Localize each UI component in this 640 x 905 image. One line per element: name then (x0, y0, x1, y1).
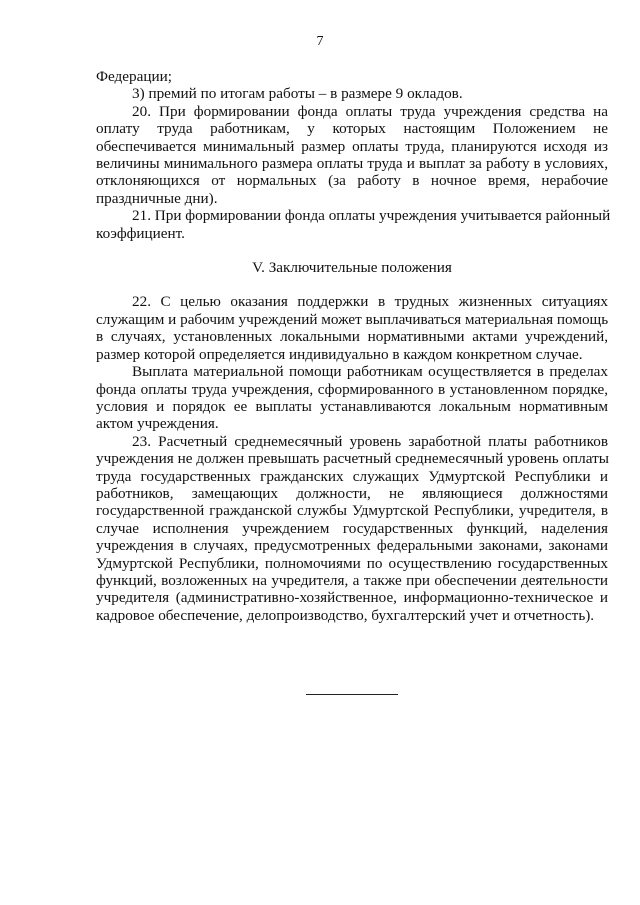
closing-rule (306, 694, 398, 695)
text-line: работников, замещающих должности, не являющиеся должностями (96, 484, 608, 502)
text-line: фонда оплаты труда учреждения, сформированного в установленном порядке, (96, 380, 608, 398)
text-line: Удмуртской Республики, полномочиями по осуществлению государственных (96, 554, 608, 572)
paragraph-22-continuation (96, 363, 608, 433)
text-line: обеспечивается минимальный размер оплаты труда, планируются исходя из (96, 137, 608, 155)
list-item-3 (96, 85, 608, 102)
paragraph-20 (96, 103, 608, 207)
paragraph-22 (96, 293, 608, 363)
text-line: Выплата материальной помощи работникам осуществляется в пределах (132, 363, 608, 381)
text-line: 23. Расчетный среднемесячный уровень заработной платы работников (132, 432, 608, 450)
text-line: актом учреждения. (96, 415, 219, 433)
text-line: Федерации; (96, 68, 172, 85)
text-line: учреждения не должен превышать расчетный среднемесячный уровень оплаты (96, 450, 609, 468)
paragraph-23 (96, 433, 608, 624)
text-line: условия и порядок ее выплаты устанавливаются локальным нормативным (96, 397, 608, 415)
text-line: коэффициент. (96, 224, 185, 242)
paragraph-19-tail (96, 68, 608, 85)
page-number: 7 (316, 34, 324, 49)
text-line: труда государственных гражданских служащих Удмуртской Республики и (96, 467, 608, 485)
text-line: праздничные дни). (96, 189, 218, 207)
text-line: служащим и рабочим учреждений может выплачиваться материальная помощь (96, 310, 609, 328)
text-line: государственной гражданской службы Удмуртской Республики, учредителя, в (96, 502, 608, 520)
text-line: отклоняющихся от нормальных (за работу в ночное время, нерабочие (96, 172, 608, 190)
text-line: случае исполнения учреждением государственных функций, наделения (96, 519, 608, 537)
text-line: 21. При формировании фонда оплаты учреждения учитывается районный (132, 207, 611, 225)
text-line: учредителя (административно-хозяйственное, информационно-техническое и (96, 589, 608, 607)
text-line: кадровое обеспечение, делопроизводство, бухгалтерский учет и отчетность). (96, 606, 595, 624)
text-line: 20. При формировании фонда оплаты труда учреждения средства на (132, 102, 608, 120)
text-line: размер которой определяется индивидуально в каждом конкретном случае. (96, 345, 583, 363)
text-line: 22. С целью оказания поддержки в трудных жизненных ситуациях (132, 293, 608, 311)
text-line: учреждения в случаях, предусмотренных федеральными законами, законами (96, 537, 608, 555)
document-body (96, 68, 611, 624)
text-line: в случаях, установленных локальными нормативными актами учреждений, (96, 328, 608, 346)
section-title: V. Заключительные положения (252, 259, 452, 277)
text-line: величины минимального размера оплаты труда и выплат за работу в условиях, (96, 155, 608, 173)
text-line: оплату труда работникам, у которых настоящим Положением не (96, 120, 608, 138)
text-line: 3) премий по итогам работы – в размере 9 окладов. (132, 85, 463, 103)
text-line: функций, возложенных на учредителя, а также при обеспечении деятельности (96, 571, 608, 589)
paragraph-21 (96, 207, 611, 242)
